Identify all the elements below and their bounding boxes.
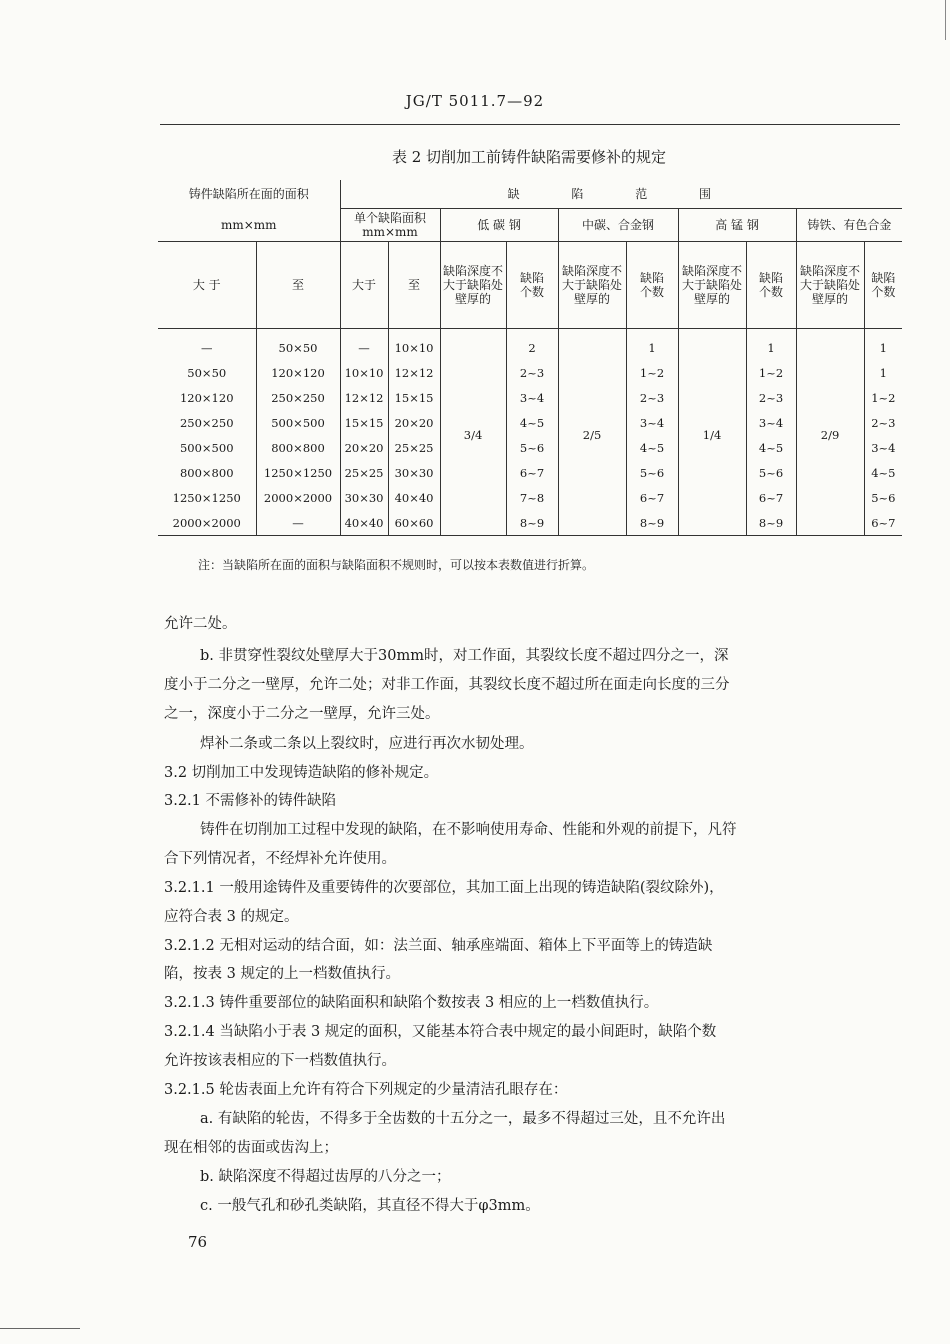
cell-area-to: — bbox=[256, 510, 340, 536]
paragraph: 度小于二分之一壁厚，允许二处；对非工作面，其裂纹长度不超过所在面走向长度的三分 bbox=[164, 677, 730, 693]
list-item: b. 缺陷深度不得超过齿厚的八分之一； bbox=[200, 1169, 451, 1185]
header-depth-low: 缺陷深度不大于缺陷处壁厚的 bbox=[440, 242, 506, 329]
cell-area-gt: 800×800 bbox=[179, 465, 234, 480]
defect-repair-table bbox=[158, 180, 902, 536]
cell-count-mid: 6~7 bbox=[626, 485, 678, 510]
table-row bbox=[158, 485, 902, 510]
cell-count-iron: 4~5 bbox=[864, 460, 902, 485]
cell-count-mn: 3~4 bbox=[746, 410, 796, 435]
cell-area-to: 500×500 bbox=[256, 410, 340, 435]
page-number: 76 bbox=[188, 1233, 208, 1251]
header-single-greater-than: 大于 bbox=[340, 242, 388, 329]
header-defect-range: 缺 陷 范 围 bbox=[340, 180, 902, 209]
header-area-unit: mm×mm bbox=[158, 209, 340, 242]
scan-edge-line bbox=[945, 0, 946, 40]
cell-single-to: 10×10 bbox=[388, 329, 440, 361]
cell-area-gt: 50×50 bbox=[187, 365, 227, 380]
single-area-unit: mm×mm bbox=[362, 225, 418, 239]
cell-single-gt: 40×40 bbox=[340, 510, 388, 536]
table-row bbox=[158, 360, 902, 385]
cell-count-mn: 5~6 bbox=[746, 460, 796, 485]
table-row bbox=[158, 329, 902, 361]
cell-count-iron: 1~2 bbox=[864, 385, 902, 410]
cell-area-gt: — bbox=[201, 340, 213, 355]
header-area: 铸件缺陷所在面的面积 bbox=[188, 187, 309, 202]
table-row bbox=[158, 460, 902, 485]
header-depth-iron: 缺陷深度不大于缺陷处壁厚的 bbox=[796, 242, 864, 329]
cell-area-gt: 250×250 bbox=[179, 415, 234, 430]
section-heading: 3.2 切削加工中发现铸造缺陷的修补规定。 bbox=[164, 765, 439, 781]
paragraph: 合下列情况者，不经焊补允许使用。 bbox=[164, 851, 396, 867]
cell-count-low: 2~3 bbox=[506, 360, 558, 385]
header-depth-mid: 缺陷深度不大于缺陷处壁厚的 bbox=[558, 242, 626, 329]
header-high-manganese-steel: 高 锰 钢 bbox=[678, 209, 796, 242]
cell-area-gt: 1250×1250 bbox=[172, 490, 241, 505]
cell-area-gt: 120×120 bbox=[179, 390, 234, 405]
cell-count-mn: 1~2 bbox=[746, 360, 796, 385]
cell-count-iron: 2~3 bbox=[864, 410, 902, 435]
cell-single-gt: 10×10 bbox=[340, 360, 388, 385]
cell-single-gt: 30×30 bbox=[340, 485, 388, 510]
clause: 3.2.1.2 无相对运动的结合面，如：法兰面、轴承座端面、箱体上下平面等上的铸造缺 bbox=[164, 938, 713, 954]
header-single-up-to: 至 bbox=[388, 242, 440, 329]
cell-count-mn: 2~3 bbox=[746, 385, 796, 410]
clause: 3.2.1.5 轮齿表面上允许有符合下列规定的少量清洁孔眼存在： bbox=[164, 1082, 568, 1098]
header-low-carbon-steel: 低 碳 钢 bbox=[440, 209, 558, 242]
standard-code-header: JG/T 5011.7—92 bbox=[405, 92, 545, 110]
cell-single-to: 12×12 bbox=[388, 360, 440, 385]
list-item: c. 一般气孔和砂孔类缺陷，其直径不得大于φ3mm。 bbox=[200, 1198, 540, 1214]
cell-single-to: 25×25 bbox=[388, 435, 440, 460]
section-heading: 3.2.1 不需修补的铸件缺陷 bbox=[164, 793, 337, 809]
cell-area-to: 1250×1250 bbox=[256, 460, 340, 485]
cell-count-low: 2 bbox=[506, 329, 558, 361]
cell-area-to: 250×250 bbox=[256, 385, 340, 410]
cell-count-low: 8~9 bbox=[506, 510, 558, 536]
cell-count-iron: 3~4 bbox=[864, 435, 902, 460]
cell-count-mn: 8~9 bbox=[746, 510, 796, 536]
cell-count-iron: 1 bbox=[864, 360, 902, 385]
cell-count-mn: 4~5 bbox=[746, 435, 796, 460]
header-medium-carbon-alloy-steel: 中碳、合金钢 bbox=[558, 209, 678, 242]
header-rule bbox=[160, 124, 900, 125]
header-cast-iron-nonferrous: 铸铁、有色合金 bbox=[796, 209, 902, 242]
clause: 允许按该表相应的下一档数值执行。 bbox=[164, 1053, 396, 1069]
header-depth-mn: 缺陷深度不大于缺陷处壁厚的 bbox=[678, 242, 746, 329]
paragraph: b. 非贯穿性裂纹处壁厚大于30mm时，对工作面，其裂纹长度不超过四分之一，深 bbox=[200, 648, 729, 664]
clause: 3.2.1.3 铸件重要部位的缺陷面积和缺陷个数按表 3 相应的上一档数值执行。 bbox=[164, 995, 659, 1011]
table-note: 注：当缺陷所在面的面积与缺陷面积不规则时，可以按本表数值进行折算。 bbox=[198, 558, 595, 572]
paragraph: 之一，深度小于二分之一壁厚，允许三处。 bbox=[164, 706, 440, 722]
cell-count-mid: 1~2 bbox=[626, 360, 678, 385]
cell-single-to: 20×20 bbox=[388, 410, 440, 435]
header-up-to: 至 bbox=[256, 242, 340, 329]
cell-count-mid: 5~6 bbox=[626, 460, 678, 485]
paragraph: 铸件在切削加工过程中发现的缺陷，在不影响使用寿命、性能和外观的前提下，凡符 bbox=[200, 822, 737, 838]
cell-ratio-mid: 2/5 bbox=[558, 329, 626, 536]
cell-count-iron: 6~7 bbox=[864, 510, 902, 536]
cell-single-gt: 15×15 bbox=[340, 410, 388, 435]
cell-ratio-iron: 2/9 bbox=[796, 329, 864, 536]
table-caption: 表 2 切削加工前铸件缺陷需要修补的规定 bbox=[391, 148, 667, 166]
paragraph: 焊补二条或二条以上裂纹时，应进行再次水韧处理。 bbox=[200, 736, 534, 752]
cell-count-mid: 3~4 bbox=[626, 410, 678, 435]
cell-single-to: 60×60 bbox=[388, 510, 440, 536]
cell-count-iron: 5~6 bbox=[864, 485, 902, 510]
cell-area-to: 2000×2000 bbox=[256, 485, 340, 510]
list-item: 现在相邻的齿面或齿沟上； bbox=[164, 1140, 338, 1156]
cell-area-gt: 500×500 bbox=[179, 440, 234, 455]
paragraph: 允许二处。 bbox=[164, 616, 237, 632]
cell-count-mn: 1 bbox=[746, 329, 796, 361]
table-row bbox=[158, 435, 902, 460]
cell-single-gt: 25×25 bbox=[340, 460, 388, 485]
cell-count-mid: 2~3 bbox=[626, 385, 678, 410]
cell-area-to: 50×50 bbox=[256, 329, 340, 361]
cell-ratio-low: 3/4 bbox=[440, 329, 506, 536]
header-greater-than: 大 于 bbox=[158, 242, 256, 329]
clause: 应符合表 3 的规定。 bbox=[164, 909, 299, 925]
cell-count-iron: 1 bbox=[864, 329, 902, 361]
cell-count-mid: 8~9 bbox=[626, 510, 678, 536]
header-count-mid: 缺陷个数 bbox=[626, 242, 678, 329]
cell-single-to: 30×30 bbox=[388, 460, 440, 485]
cell-area-gt: 2000×2000 bbox=[158, 510, 256, 536]
cell-count-mn: 6~7 bbox=[746, 485, 796, 510]
cell-count-low: 6~7 bbox=[506, 460, 558, 485]
cell-count-low: 7~8 bbox=[506, 485, 558, 510]
cell-single-to: 15×15 bbox=[388, 385, 440, 410]
table-row bbox=[158, 385, 902, 410]
cell-single-gt: — bbox=[340, 329, 388, 361]
footer-rule bbox=[0, 1328, 80, 1329]
cell-single-gt: 12×12 bbox=[340, 385, 388, 410]
cell-count-low: 5~6 bbox=[506, 435, 558, 460]
cell-single-to: 40×40 bbox=[388, 485, 440, 510]
table-row bbox=[158, 510, 902, 536]
cell-area-to: 120×120 bbox=[256, 360, 340, 385]
header-count-mn: 缺陷个数 bbox=[746, 242, 796, 329]
cell-count-mid: 1 bbox=[626, 329, 678, 361]
single-area-label: 单个缺陷面积 bbox=[354, 211, 427, 225]
cell-area-to: 800×800 bbox=[256, 435, 340, 460]
clause: 3.2.1.4 当缺陷小于表 3 规定的面积，又能基本符合表中规定的最小间距时，缺陷个数 bbox=[164, 1024, 717, 1040]
cell-ratio-mn: 1/4 bbox=[678, 329, 746, 536]
table-row bbox=[158, 410, 902, 435]
header-single-area bbox=[340, 209, 440, 242]
clause: 3.2.1.1 一般用途铸件及重要铸件的次要部位，其加工面上出现的铸造缺陷(裂纹除外)， bbox=[164, 880, 724, 896]
list-item: a. 有缺陷的轮齿，不得多于全齿数的十五分之一，最多不得超过三处，且不允许出 bbox=[200, 1111, 726, 1127]
cell-count-low: 3~4 bbox=[506, 385, 558, 410]
cell-single-gt: 20×20 bbox=[340, 435, 388, 460]
cell-count-low: 4~5 bbox=[506, 410, 558, 435]
header-count-low: 缺陷个数 bbox=[506, 242, 558, 329]
header-count-iron: 缺陷个数 bbox=[864, 242, 902, 329]
clause: 陷，按表 3 规定的上一档数值执行。 bbox=[164, 966, 400, 982]
cell-count-mid: 4~5 bbox=[626, 435, 678, 460]
